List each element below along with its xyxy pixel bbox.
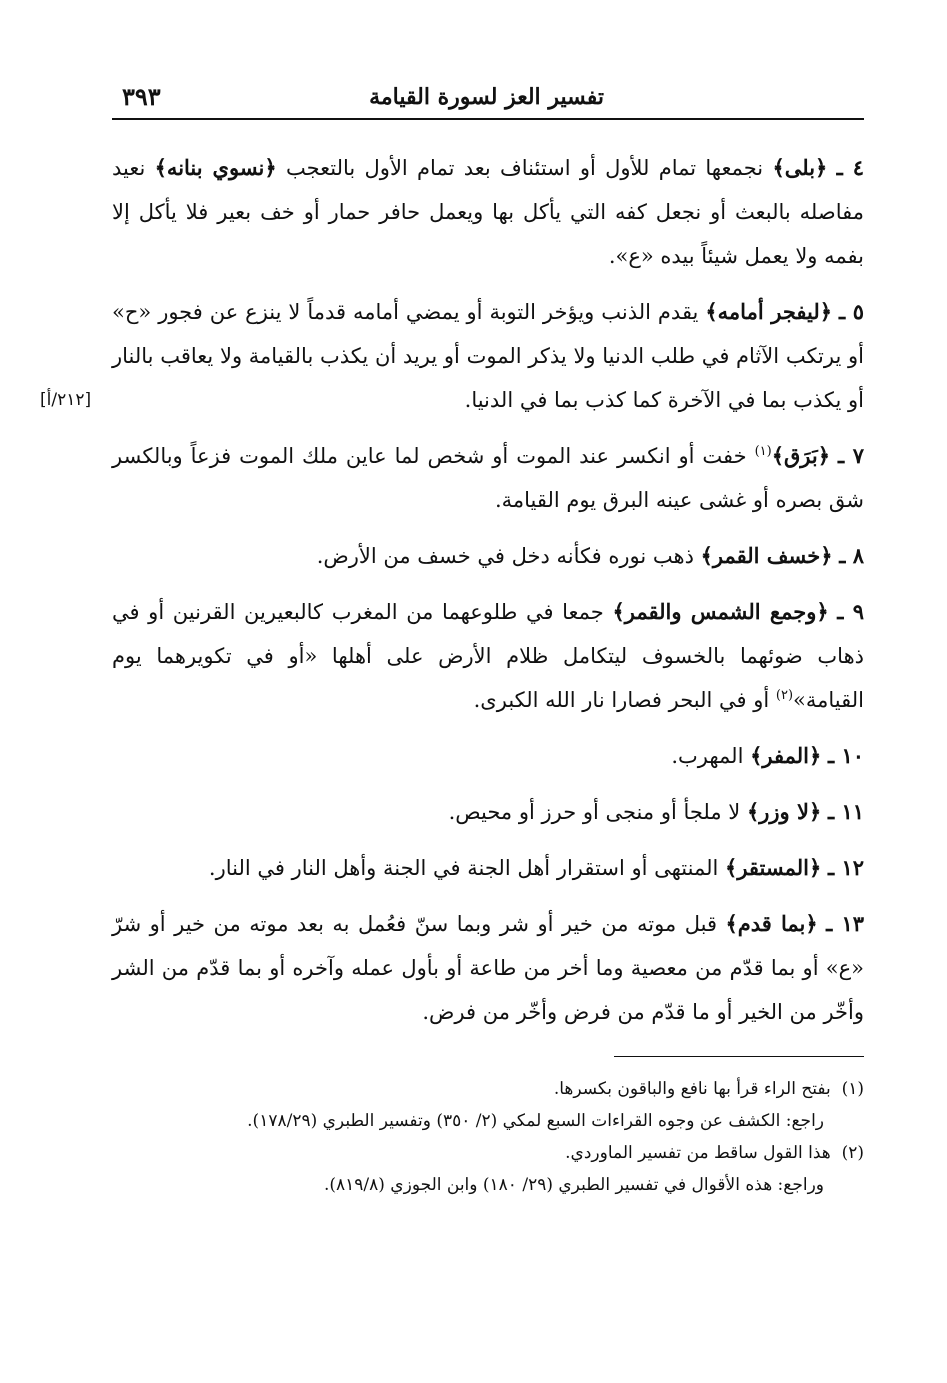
quran-term: ﴿نسوي بنانه﴾ bbox=[154, 155, 277, 180]
entry-8 bbox=[112, 534, 864, 578]
entry-7 bbox=[112, 434, 864, 522]
entry-number: ١١ ـ bbox=[827, 799, 864, 824]
entry-text: جمعا في طلوعهما من المغرب كالبعيرين القرنين أو في ذهاب ضوئهما بالخسوف ليتكامل ظلام الأرض على أهلها «أو في تكويرهما يوم القيامة» bbox=[112, 600, 864, 712]
entry-text: لا ملجأ أو منجى أو حرز أو محيص. bbox=[448, 800, 747, 824]
entry-text: يقدم الذنب ويؤخر التوبة أو يمضي أمامه قدماً لا ينزع عن فجور «ح» أو يرتكب الآثام في طلب الدنيا ولا يذكر الموت أو يريد أن يكذب بالقيامة ولا يعاقب بالنار أو يكذب بما في الآخرة كما كذب بما في الدنيا. bbox=[112, 300, 864, 412]
entry-4 bbox=[112, 146, 864, 278]
footnote-2-reference: وراجع: هذه الأقوال في تفسير الطبري (٢٩/ ١٨٠) وابن الجوزي (٨١٩/٨). bbox=[323, 1175, 824, 1195]
entry-number: ٤ ـ bbox=[836, 155, 864, 180]
entry-text: المهرب. bbox=[671, 744, 751, 768]
quran-term: ﴿ليفجر أمامه﴾ bbox=[705, 299, 833, 324]
book-page bbox=[40, 78, 865, 1201]
footnote-number: (٢) bbox=[841, 1143, 864, 1163]
entry-text: قبل موته من خير أو شر وبما سنّ فعُمل به بعد موته من خير أو شرّ «ع» أو بما قدّم من معصية وما أخر من طاعة أو بأول عمله وآخره أو بما قدّم من الشر وأخّر من الخير أو ما قدّم من فرض وأخّر من فرض. bbox=[112, 912, 864, 1024]
entry-number: ٨ ـ bbox=[839, 543, 864, 568]
footnote-text: بفتح الراء قرأ بها نافع والباقون بكسرها. bbox=[553, 1079, 831, 1099]
commentary-body bbox=[40, 146, 865, 1034]
quran-term: ﴿وجمع الشمس والقمر﴾ bbox=[612, 599, 829, 624]
entry-9 bbox=[112, 590, 864, 722]
footnote-2 bbox=[112, 1137, 864, 1169]
entry-text: المنتهى أو استقرار أهل الجنة في الجنة وأهل النار في النار. bbox=[208, 856, 726, 880]
running-title: تفسير العز لسورة القيامة bbox=[369, 84, 604, 110]
quran-term: ﴿المفر﴾ bbox=[750, 743, 822, 768]
entry-5 bbox=[40, 290, 865, 422]
entry-text: ذهب نوره فكأنه دخل في خسف من الأرض. bbox=[316, 544, 701, 568]
page-number: ٣٩٣ bbox=[122, 82, 161, 111]
entry-13 bbox=[112, 902, 864, 1034]
entry-text: خفت أو انكسر عند الموت أو شخص لما عاين ملك الموت فزعاً وبالكسر شق بصره أو غشى عينه البرق يوم القيامة. bbox=[112, 444, 864, 512]
entry-number: ٧ ـ bbox=[837, 443, 864, 468]
quran-term: ﴿المستقر﴾ bbox=[725, 855, 822, 880]
quran-term: ﴿لا وزر﴾ bbox=[746, 799, 822, 824]
entry-number: ٩ ـ bbox=[837, 599, 864, 624]
entry-text: نجمعها تمام للأول أو استئناف بعد تمام الأول بالتعجب bbox=[276, 156, 773, 180]
entry-text: أو في البحر فصارا نار الله الكبرى. bbox=[473, 688, 776, 712]
entry-number: ٥ ـ bbox=[839, 299, 865, 324]
footnote-1 bbox=[112, 1073, 864, 1105]
footnote-1-reference: راجع: الكشف عن وجوه القراءات السبع لمكي (٢/ ٣٥٠) وتفسير الطبري (١٧٨/٢٩). bbox=[247, 1111, 824, 1131]
manuscript-folio-ref: [٢١٢/أ] bbox=[40, 390, 92, 410]
page-header bbox=[112, 78, 864, 120]
footnotes bbox=[112, 1073, 864, 1201]
quran-term: ﴿بَرَق﴾ bbox=[771, 443, 831, 468]
footnote-divider bbox=[614, 1056, 864, 1057]
footnote-marker: (١) bbox=[754, 444, 772, 459]
footnote-number: (١) bbox=[841, 1079, 864, 1099]
entry-10 bbox=[112, 734, 864, 778]
entry-number: ١٢ ـ bbox=[827, 855, 864, 880]
quran-term: ﴿بما قدم﴾ bbox=[725, 911, 818, 936]
footnote-marker: (٢) bbox=[775, 688, 794, 703]
entry-number: ١٣ ـ bbox=[826, 911, 864, 936]
entry-text: نعيد مفاصله بالبعث أو نجعل كفه التي يأكل بها ويعمل حافر حمار أو خف بعير فلا يأكل إلا بفمه ولا يعمل شيئاً بيده «ع». bbox=[112, 156, 864, 268]
entry-number: ١٠ ـ bbox=[827, 743, 864, 768]
entry-11 bbox=[112, 790, 864, 834]
footnote-text: هذا القول ساقط من تفسير الماوردي. bbox=[565, 1143, 831, 1163]
quran-term: ﴿بلى﴾ bbox=[772, 155, 828, 180]
entry-12 bbox=[112, 846, 864, 890]
quran-term: ﴿خسف القمر﴾ bbox=[700, 543, 833, 568]
